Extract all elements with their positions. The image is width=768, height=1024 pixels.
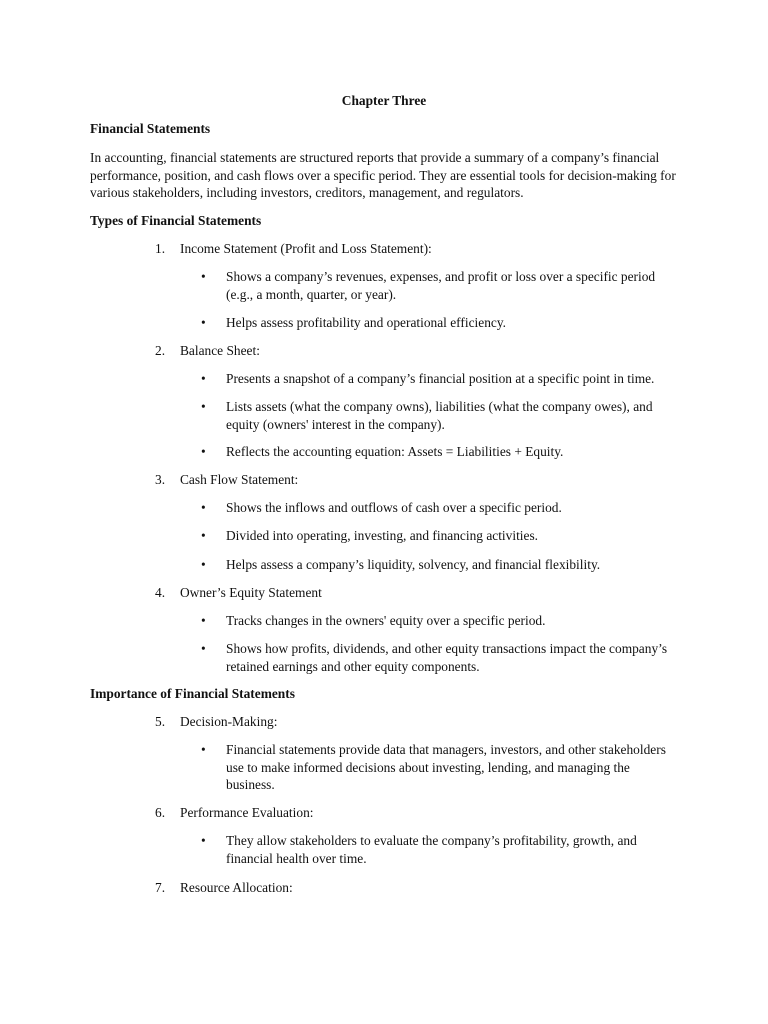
list-number: 3. [155, 472, 166, 487]
list-label: Performance Evaluation: [180, 805, 314, 820]
bullet-icon: • [201, 613, 206, 628]
bullet-item [201, 741, 671, 794]
list-item-2 [155, 342, 260, 360]
list-number: 5. [155, 714, 166, 729]
list-item-3 [155, 471, 298, 489]
bullet-text: Tracks changes in the owners' equity over a specific period. [226, 613, 546, 628]
bullet-item [201, 832, 671, 867]
bullet-item [201, 527, 671, 545]
list-number: 6. [155, 805, 166, 820]
list-number: 2. [155, 343, 166, 358]
list-item-4 [155, 584, 322, 602]
bullet-item [201, 556, 671, 574]
bullet-text: Helps assess a company’s liquidity, solvency, and financial flexibility. [226, 557, 601, 572]
bullet-icon: • [201, 742, 206, 757]
list-item-5 [155, 713, 277, 731]
list-item-6 [155, 804, 313, 822]
bullet-text: Lists assets (what the company owns), liabilities (what the company owes), and equity (owners' interest in the company). [226, 399, 653, 432]
bullet-text: Presents a snapshot of a company’s financial position at a specific point in time. [226, 371, 655, 386]
bullet-icon: • [201, 399, 206, 414]
list-label: Resource Allocation: [180, 880, 293, 895]
bullet-icon: • [201, 315, 206, 330]
bullet-text: Financial statements provide data that managers, investors, and other stakeholders use to make informed decisions about investing, lending, and managing the business. [226, 742, 666, 792]
list-item-7 [155, 879, 293, 897]
list-label: Decision-Making: [180, 714, 278, 729]
heading-financial-statements: Financial Statements [90, 121, 211, 136]
list-label: Balance Sheet: [180, 343, 260, 358]
list-number: 7. [155, 880, 166, 895]
bullet-icon: • [201, 269, 206, 284]
bullet-text: Helps assess profitability and operational efficiency. [226, 315, 506, 330]
bullet-item [201, 443, 671, 461]
bullet-icon: • [201, 528, 206, 543]
heading-types: Types of Financial Statements [90, 213, 262, 228]
list-label: Owner’s Equity Statement [180, 585, 322, 600]
list-number: 1. [155, 241, 166, 256]
list-label: Cash Flow Statement: [180, 472, 299, 487]
bullet-icon: • [201, 500, 206, 515]
bullet-icon: • [201, 641, 206, 656]
bullet-item [201, 612, 671, 630]
bullet-item [201, 499, 671, 517]
bullet-item [201, 268, 671, 303]
bullet-text: Shows a company’s revenues, expenses, and profit or loss over a specific period (e.g., a month, quarter, or year). [226, 269, 656, 302]
page-title: Chapter Three [341, 93, 427, 108]
bullet-text: Shows how profits, dividends, and other equity transactions impact the company’s retained earnings and other equity components. [226, 641, 668, 674]
bullet-icon: • [201, 444, 206, 459]
intro-paragraph: In accounting, financial statements are structured reports that provide a summary of a company’s financial performance, position, and cash flows over a specific period. They are essential tools for decision-making for various stakeholders, including investors, creditors, management, and regulators. [90, 150, 676, 200]
list-label: Income Statement (Profit and Loss Statement): [180, 241, 432, 256]
bullet-icon: • [201, 371, 206, 386]
heading-importance: Importance of Financial Statements [90, 686, 295, 701]
list-number: 4. [155, 585, 166, 600]
list-item-1 [155, 240, 432, 258]
bullet-text: Reflects the accounting equation: Assets = Liabilities + Equity. [226, 444, 564, 459]
bullet-item [201, 370, 671, 388]
bullet-item [201, 314, 671, 332]
bullet-item [201, 398, 671, 433]
bullet-text: They allow stakeholders to evaluate the company’s profitability, growth, and financial health over time. [226, 833, 637, 866]
bullet-icon: • [201, 833, 206, 848]
bullet-icon: • [201, 557, 206, 572]
bullet-text: Divided into operating, investing, and financing activities. [226, 528, 539, 543]
bullet-text: Shows the inflows and outflows of cash over a specific period. [226, 500, 562, 515]
bullet-item [201, 640, 671, 675]
